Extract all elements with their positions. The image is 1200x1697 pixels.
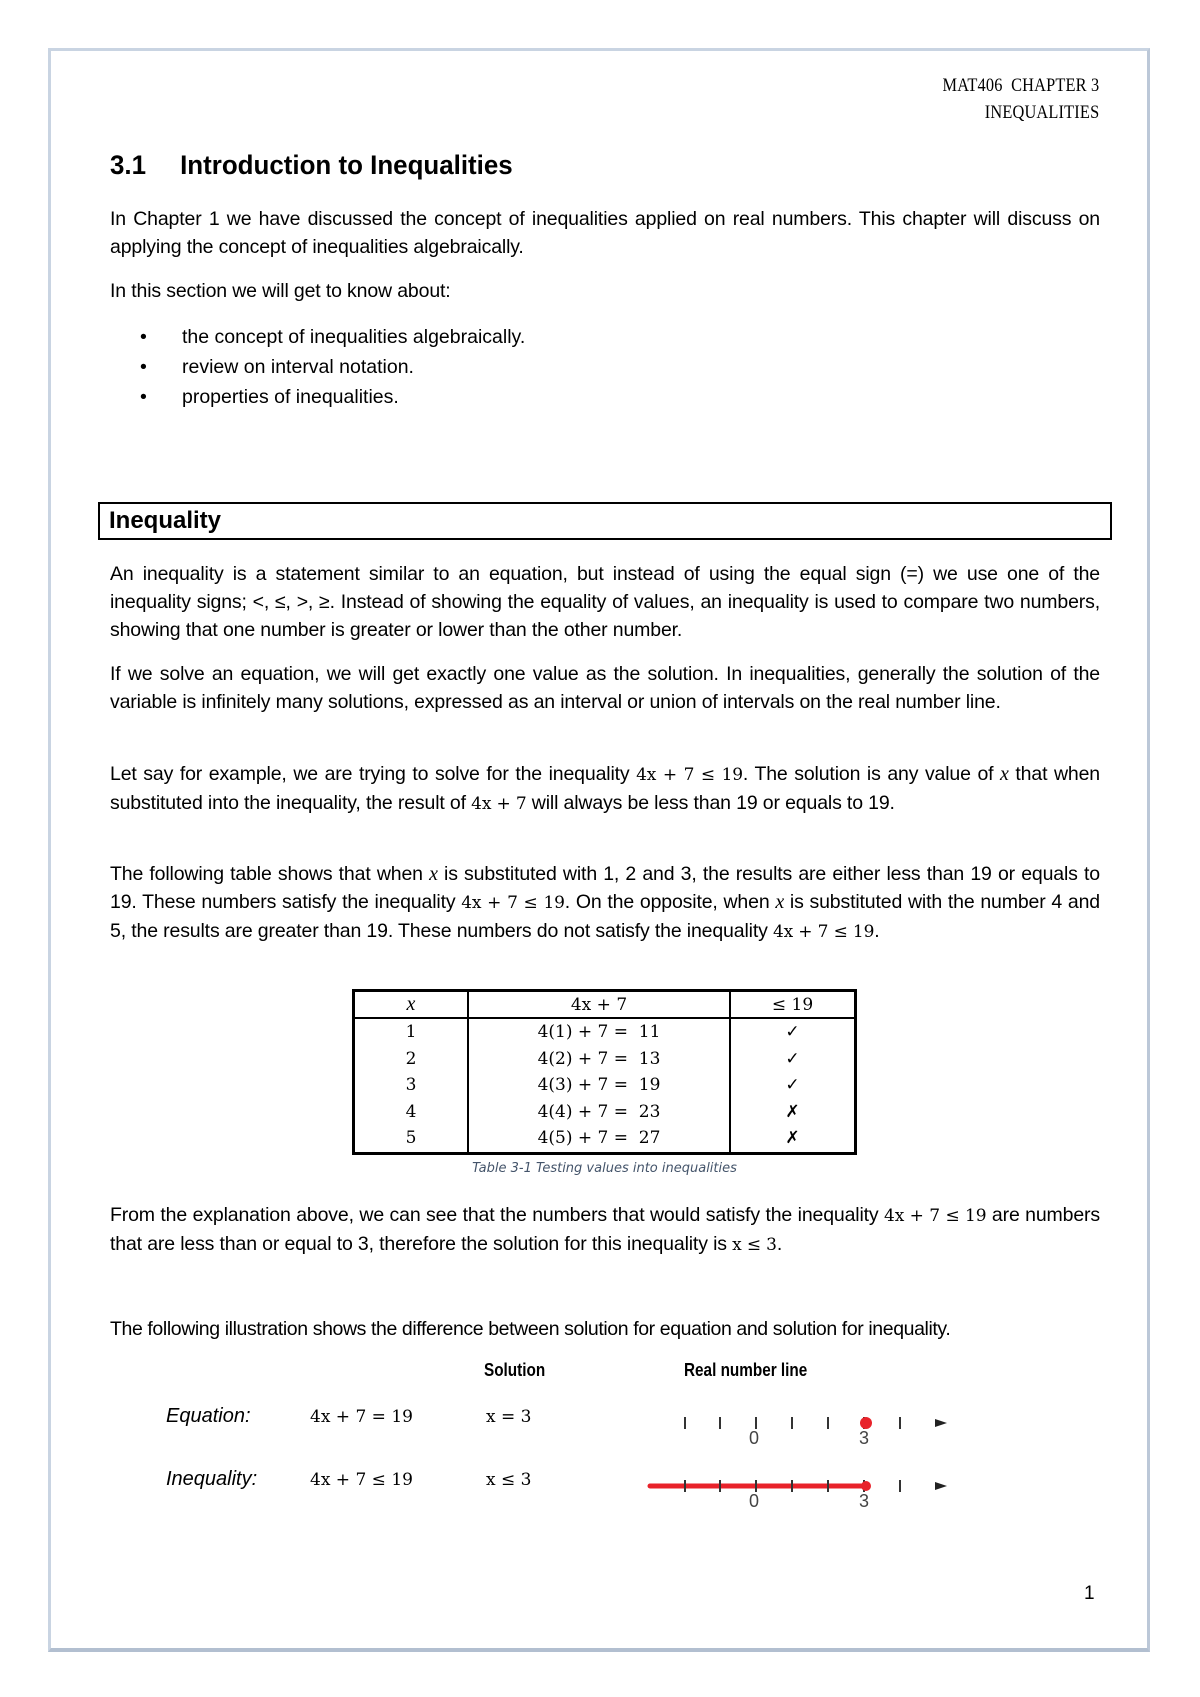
section-number: 3.1: [110, 150, 147, 180]
intro-paragraph-1: In Chapter 1 we have discussed the concept of inequalities applied on real numbers. This chapter will discuss on applying the concept of inequalities algebraically.: [110, 208, 1100, 258]
inequality-expression: 4x + 7 ≤ 19: [310, 1470, 413, 1490]
body-paragraph-5: From the explanation above, we can see that the numbers that would satisfy the inequality 4x + 7 ≤ 19 are numbers that are less than or equal to 3, therefore the solution for this inequality is x ≤ 3.: [110, 1204, 1100, 1255]
column-header-condition: ≤ 19: [730, 991, 856, 1019]
check-icon: ✓: [730, 1018, 856, 1046]
body-paragraph-2: If we solve an equation, we will get exactly one value as the solution. In inequalities, generally the solution of the variable is infinitely many solutions, expressed as an interval or union of intervals on the real number line.: [110, 663, 1100, 713]
arrow-right-icon: [935, 1419, 947, 1427]
table-header-row: [354, 991, 856, 1019]
cross-icon: ✗: [730, 1125, 856, 1153]
tick-label-zero: 0: [749, 1491, 760, 1511]
bullet-icon: •: [140, 326, 147, 348]
body-paragraph-4: The following table shows that when x is substituted with 1, 2 and 3, the results are either less than 19 or equals to 19. These numbers satisfy the inequality 4x + 7 ≤ 19. On the opposite, when x is substituted with the number 4 and 5, the results are greater than 19. These numbers do not satisfy the inequality 4x + 7 ≤ 19.: [110, 863, 1100, 942]
table-row: 2 4(2) + 7 = 13 ✓: [354, 1046, 856, 1073]
equation-expression: 4x + 7 = 19: [310, 1407, 413, 1427]
running-header: [942, 72, 1099, 126]
body-paragraph-6: The following illustration shows the difference between solution for equation and solution for inequality.: [110, 1318, 951, 1340]
table-row: 4 4(4) + 7 = 23 ✗: [354, 1099, 856, 1126]
list-item: • review on interval notation.: [140, 352, 525, 382]
section-heading: [110, 150, 513, 181]
math-inline: x: [1000, 763, 1009, 785]
table-row: 1 4(1) + 7 = 11 ✓: [354, 1018, 856, 1046]
page-number: 1: [1084, 1583, 1095, 1604]
arrow-right-icon: [935, 1482, 947, 1490]
math-inline: 4x + 7 ≤ 19: [636, 765, 743, 785]
math-inline: 4x + 7 ≤ 19: [461, 893, 565, 913]
number-line-graphic: [640, 1463, 960, 1523]
body-paragraph-3: Let say for example, we are trying to solve for the inequality 4x + 7 ≤ 19. The solution is any value of x that when substituted into the inequality, the result of 4x + 7 will always be less than 19 or equals to 19.: [110, 763, 1100, 814]
definition-box-heading: Inequality: [98, 502, 1112, 540]
math-inline: 4x + 7: [471, 794, 527, 814]
inequality-number-line: [640, 1463, 960, 1523]
header-course-chapter: MAT406 CHAPTER 3: [942, 75, 1099, 96]
tick-label-three: 3: [859, 1491, 870, 1511]
number-line-graphic: [640, 1400, 960, 1460]
body-paragraph-1: An inequality is a statement similar to an equation, but instead of using the equal sign (=) we use one of the inequality signs; <, ≤, >, ≥. Instead of showing the equality of values, an inequality is used to compare two numbers, showing that one number is greater or lower than the other number.: [110, 563, 1100, 641]
column-header-expression: 4x + 7: [468, 991, 730, 1019]
header-chapter-title: INEQUALITIES: [984, 102, 1099, 123]
testing-values-table: [352, 989, 857, 1155]
column-header-x: x: [354, 991, 469, 1019]
inequality-solution: x ≤ 3: [486, 1470, 532, 1490]
illustration-solution-header: Solution: [484, 1360, 546, 1380]
math-inline: 4x + 7 ≤ 19: [772, 922, 875, 942]
illustration-number-line-header: Real number line: [684, 1360, 808, 1380]
inequality-label: Inequality:: [166, 1468, 258, 1490]
intro-paragraph-2: In this section we will get to know about:: [110, 280, 451, 302]
table-row: 5 4(5) + 7 = 27 ✗: [354, 1125, 856, 1153]
math-inline: x: [429, 863, 438, 885]
tick-label-zero: 0: [749, 1428, 760, 1448]
check-icon: ✓: [730, 1072, 856, 1099]
math-inline: 4x + 7 ≤ 19: [884, 1206, 987, 1226]
cross-icon: ✗: [730, 1099, 856, 1126]
section-title: Introduction to Inequalities: [180, 150, 513, 180]
point-marker-icon: [861, 1481, 871, 1491]
equation-label: Equation:: [166, 1405, 251, 1427]
equation-solution: x = 3: [486, 1407, 532, 1427]
math-inline: x ≤ 3: [732, 1235, 777, 1255]
list-item: • properties of inequalities.: [140, 382, 525, 412]
math-inline: x: [775, 891, 785, 913]
check-icon: ✓: [730, 1046, 856, 1073]
table-caption: Table 3-1 Testing values into inequalities: [472, 1161, 737, 1176]
equation-number-line: [640, 1400, 960, 1460]
topics-list: [140, 322, 525, 412]
bullet-icon: •: [140, 386, 147, 408]
list-item: • the concept of inequalities algebraically.: [140, 322, 525, 352]
bullet-icon: •: [140, 356, 147, 378]
tick-label-three: 3: [859, 1428, 870, 1448]
table-row: 3 4(3) + 7 = 19 ✓: [354, 1072, 856, 1099]
